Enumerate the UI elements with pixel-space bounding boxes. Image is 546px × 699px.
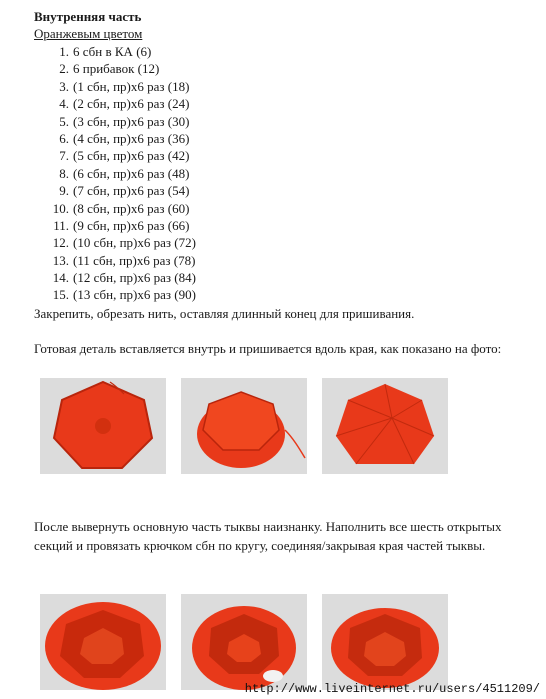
list-item: 3. (1 сбн, пр)х6 раз (18) — [59, 78, 190, 94]
list-item: 8. (6 сбн, пр)х6 раз (48) — [59, 165, 190, 181]
paragraph-fasten: Закрепить, обрезать нить, оставляя длинный конец для пришивания. — [34, 306, 415, 321]
section-title: Внутренняя часть — [34, 9, 142, 24]
list-item: 7. (5 сбн, пр)х6 раз (42) — [59, 148, 190, 164]
paragraph-insert: Готовая деталь вставляется внутрь и пришивается вдоль края, как показано на фото: — [34, 341, 502, 356]
list-item: 13. (11 сбн, пр)х6 раз (78) — [52, 252, 196, 268]
list-item: 12. (10 сбн, пр)х6 раз (72) — [52, 235, 196, 251]
list-item: 9. (7 сбн, пр)х6 раз (54) — [59, 183, 190, 199]
list-item: 2. 6 прибавок (12) — [59, 61, 160, 77]
list-item: 1. 6 сбн в КА (6) — [59, 44, 152, 59]
list-item: 4. (2 сбн, пр)х6 раз (24) — [59, 96, 190, 112]
list-item: 6. (4 сбн, пр)х6 раз (36) — [59, 130, 190, 146]
photo-closing-edges — [322, 594, 448, 690]
list-item: 15. (13 сбн, пр)х6 раз (90) — [52, 287, 196, 303]
photo-flat-hexagon — [40, 378, 166, 474]
list-item: 5. (3 сбн, пр)х6 раз (30) — [59, 113, 190, 129]
list-item: 11. (9 сбн, пр)х6 раз (66) — [53, 217, 190, 233]
watermark-url: http://www.liveinternet.ru/users/4511209/ — [244, 682, 540, 696]
section-subtitle: Оранжевым цветом — [34, 26, 143, 41]
photo-open-sections — [40, 594, 166, 690]
photo-closed-bottom — [322, 378, 448, 474]
photo-sewn-inside — [181, 378, 307, 474]
rows-list — [34, 43, 196, 304]
list-item: 14. (12 сбн, пр)х6 раз (84) — [52, 270, 196, 286]
list-item: 10. (8 сбн, пр)х6 раз (60) — [52, 200, 190, 216]
paragraph-turn-line2: секций и провязать крючком сбн по кругу, соединяя/закрывая края частей тыквы. — [34, 538, 486, 553]
paragraph-turn-line1: После вывернуть основную часть тыквы наизнанку. Наполнить все шесть открытых — [34, 519, 502, 534]
photo-filled-sections — [181, 594, 307, 690]
